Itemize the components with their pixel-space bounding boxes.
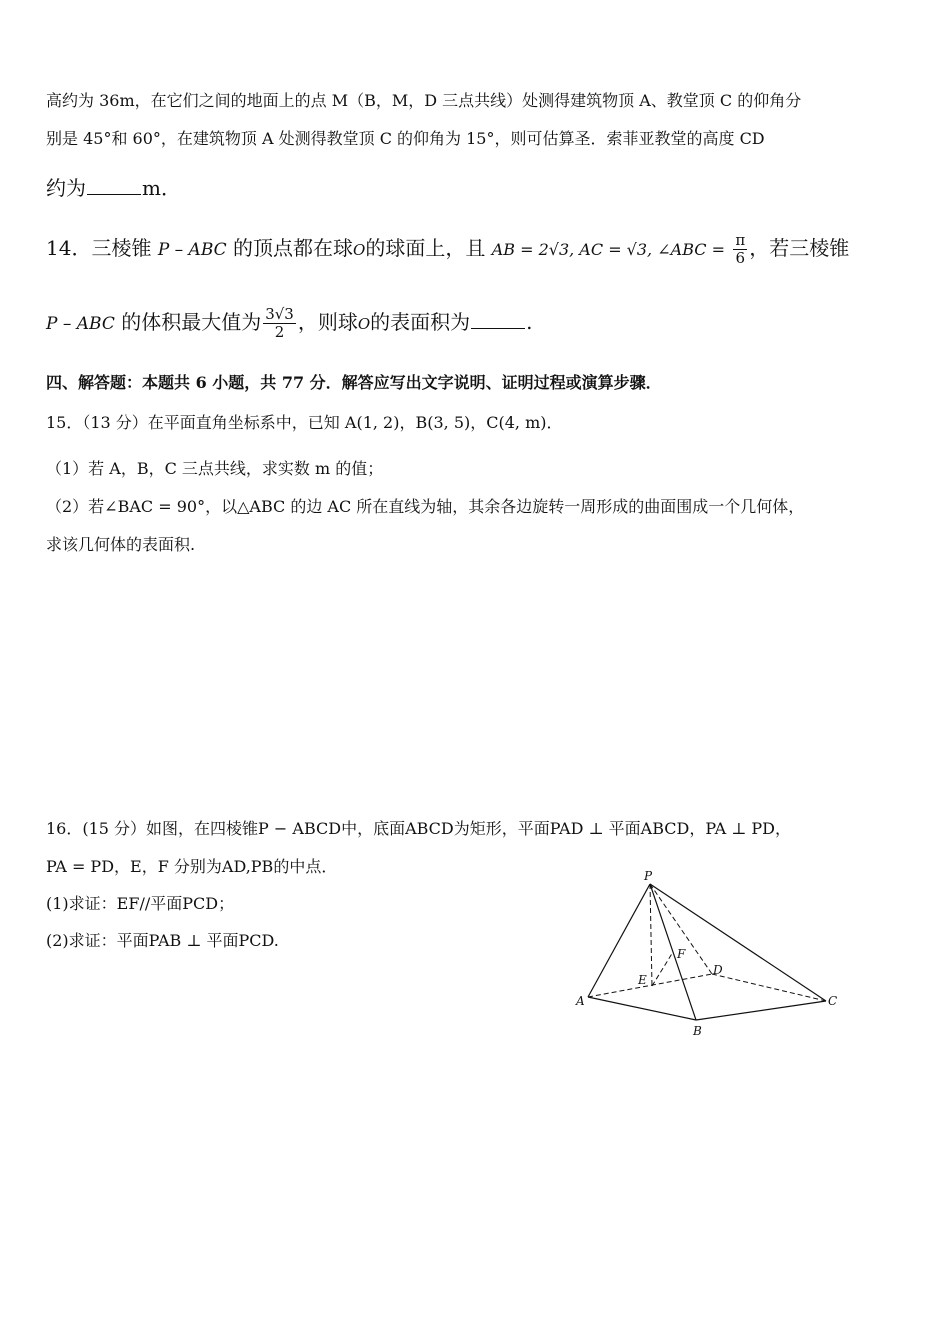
q14-angle-den: 6 [735, 249, 746, 267]
q16-stem-line1: 16．(15 分）如图，在四棱锥P − ABCD中，底面ABCD为矩形，平面PAD ⊥ 平面ABCD，PA ⊥ PD， [46, 819, 791, 838]
q14-line2 [46, 306, 533, 341]
q15-part1: （1）若 A，B，C 三点共线，求实数 m 的值； [46, 459, 384, 478]
q14-volume-num: 3√3 [265, 305, 294, 323]
q15-part2-line2: 求该几何体的表面积. [46, 535, 196, 554]
q14-conditions: AB = 2√3, AC = √3, ∠ABC = [491, 240, 725, 259]
q16-stem-line2: PA = PD，E，F 分别为AD,PB的中点． [46, 857, 338, 876]
q13-answer-unit: m． [142, 176, 181, 200]
edge-PC [650, 884, 826, 1001]
q14-angle-num: π [735, 231, 746, 249]
q16-part1: (1)求证：EF//平面PCD； [46, 894, 235, 913]
q14-volume-fraction [263, 306, 296, 341]
q14-line1 [46, 232, 849, 267]
label-D: D [713, 963, 723, 977]
q15-stem: 15．（13 分）在平面直角坐标系中，已知 A(1, 2)，B(3, 5)，C(4, m)． [46, 413, 563, 432]
section-heading: 四、解答题：本题共 6 小题，共 77 分．解答应写出文字说明、证明过程或演算步骤． [46, 373, 662, 392]
edge-AB [588, 997, 696, 1020]
label-F: F [677, 947, 686, 961]
q13-line2: 别是 45°和 60°，在建筑物顶 A 处测得教堂顶 C 的仰角为 15°，则可估算圣．索菲亚教堂的高度 CD [46, 129, 765, 148]
segment-PE [650, 884, 652, 986]
q14-text-c: ，若三棱锥 [749, 236, 850, 260]
q14-text-e: ，则球 [297, 310, 358, 334]
q14-text-a: 的顶点都在球 [233, 236, 354, 260]
label-P: P [644, 869, 653, 883]
q13-line3 [46, 174, 181, 202]
q14-number: 14．三棱锥 [46, 236, 152, 260]
q14-volume-den: 2 [274, 323, 285, 341]
edge-DC [712, 974, 826, 1001]
q14-sphere-o-2: O [357, 315, 371, 333]
q14-angle-fraction [733, 232, 747, 267]
q13-answer-blank [87, 178, 141, 195]
q14-text-f: 的表面积为 [370, 310, 471, 334]
edge-BC [696, 1001, 826, 1020]
q14-end: . [526, 310, 533, 334]
label-C: C [828, 994, 838, 1008]
q16-part2: (2)求证：平面PAB ⊥ 平面PCD. [46, 931, 279, 950]
label-A: A [576, 994, 585, 1008]
label-E: E [638, 973, 647, 987]
q14-text-b: 的球面上，且 [365, 236, 486, 260]
q13-answer-prefix: 约为 [46, 176, 86, 200]
label-B: B [693, 1024, 702, 1038]
segment-EF [652, 952, 673, 986]
q13-line1: 高约为 36m，在它们之间的地面上的点 M（B，M，D 三点共线）处测得建筑物顶 A、教堂顶 C 的仰角分 [46, 91, 802, 110]
pyramid-diagram [572, 868, 844, 1048]
q15-part2-line1: （2）若∠BAC = 90°，以△ABC 的边 AC 所在直线为轴，其余各边旋转一周形成的曲面围成一个几何体， [46, 497, 805, 516]
edge-AD [588, 974, 712, 997]
q14-text-d: 的体积最大值为 [121, 310, 262, 334]
pyramid-figure [572, 868, 844, 1048]
q14-answer-blank [471, 312, 525, 329]
q14-sphere-o: O [353, 241, 366, 259]
q14-pyramid-name: P – ABC [157, 240, 227, 260]
q14-pyramid-name-2: P – ABC [46, 314, 115, 334]
